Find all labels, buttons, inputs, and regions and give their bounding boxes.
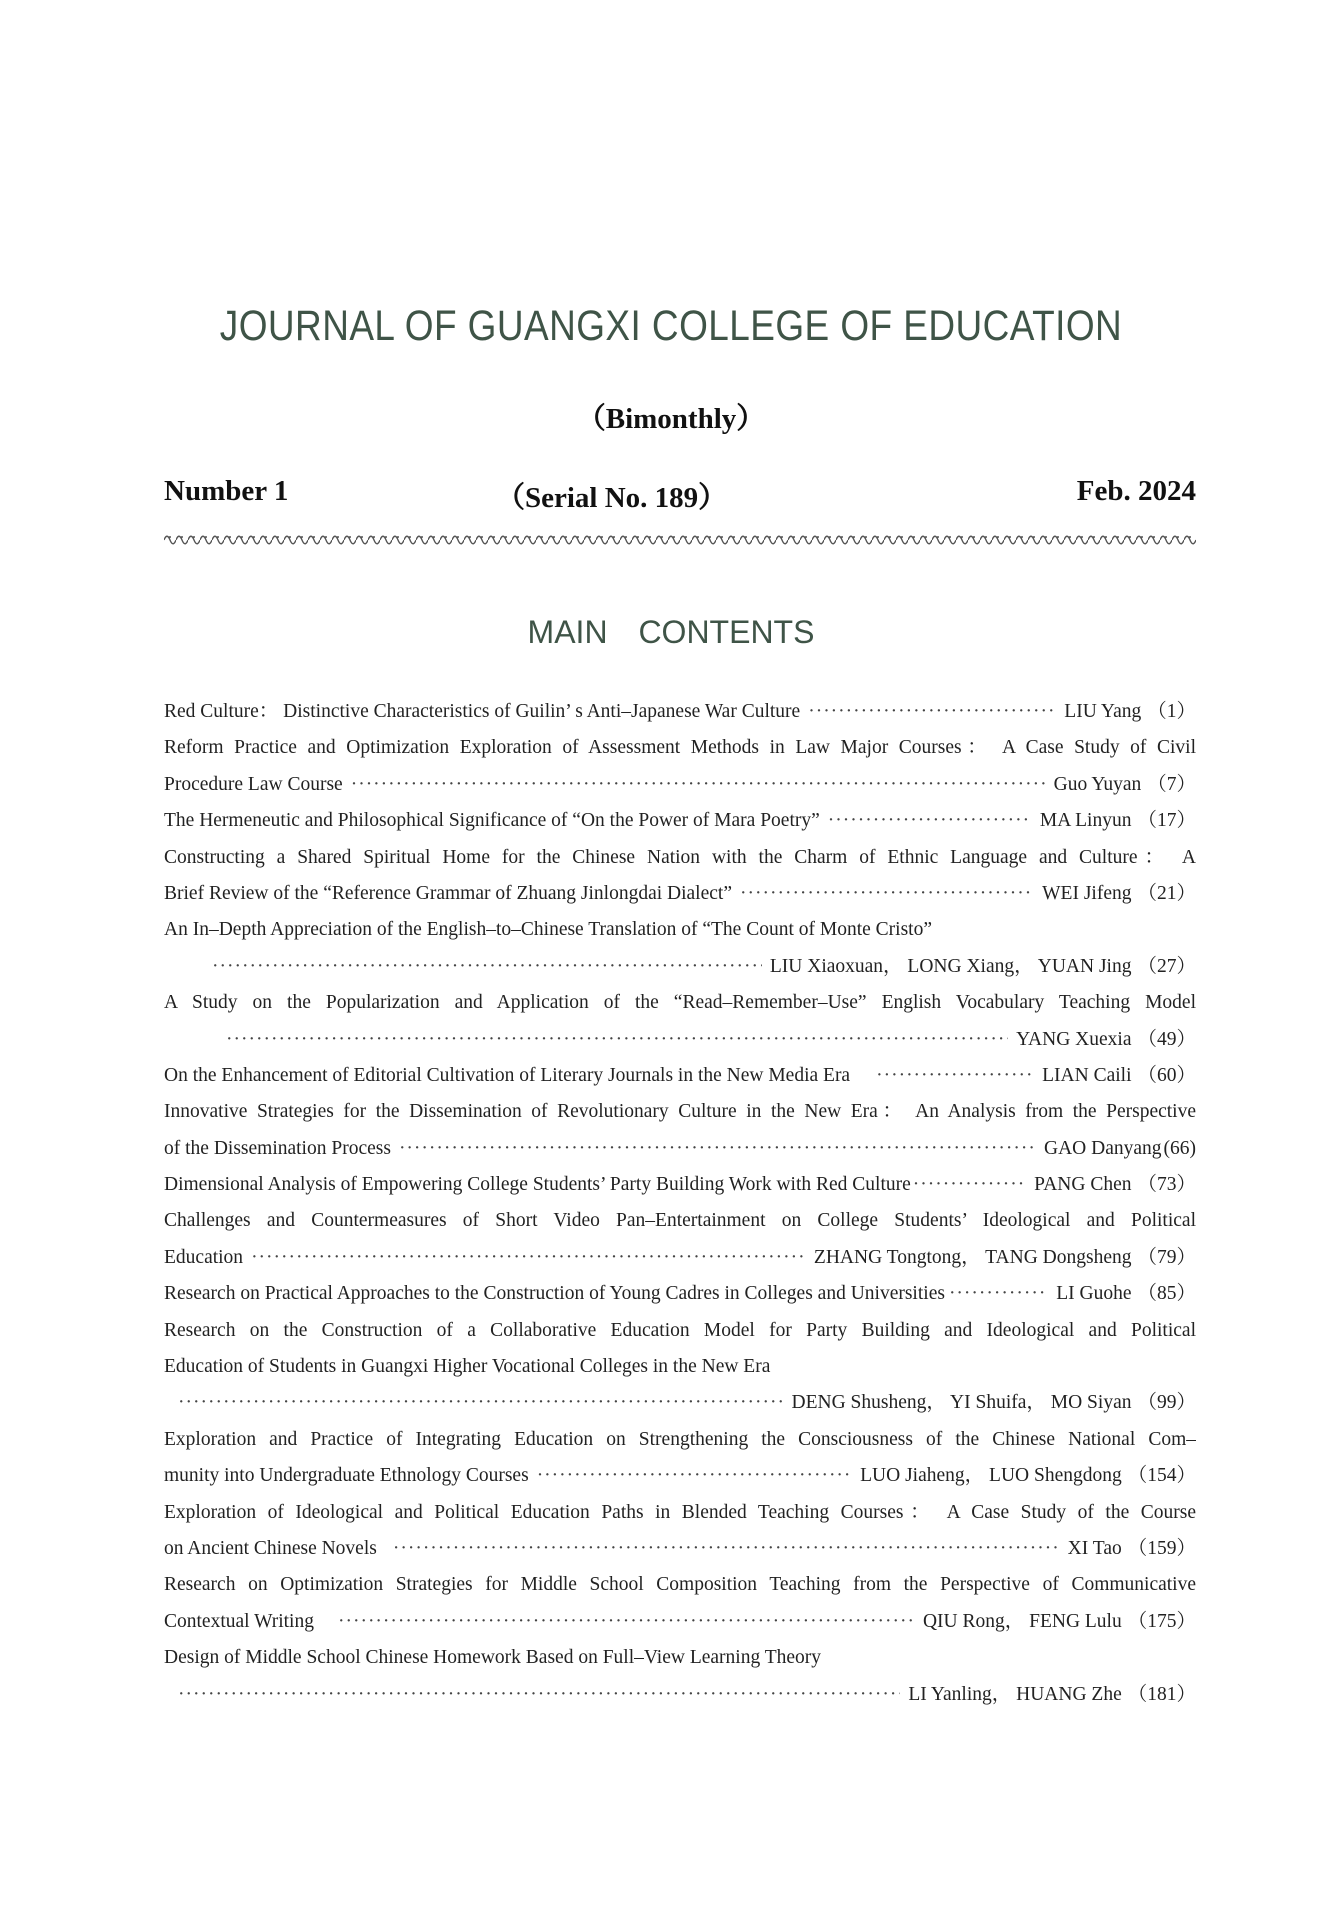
article-title: Constructing a Shared Spiritual Home for the Chinese Nation with the Charm of Ethnic Language and Culture： A (164, 846, 1196, 868)
page-number: （181） (1127, 1683, 1196, 1705)
article-title: Education of Students in Guangxi Higher Vocational Colleges in the New Era (164, 1356, 771, 1378)
article-authors: LIU Xiaoxuan， LONG Xiang， YUAN Jing (769, 955, 1132, 977)
dot-leader (537, 1458, 852, 1494)
article-title: of the Dissemination Process (164, 1137, 391, 1159)
page-number: （17） (1137, 810, 1196, 832)
article-authors: LI Yanling， HUANG Zhe (908, 1683, 1122, 1705)
dot-leader (178, 1677, 900, 1713)
article-authors: QIU Rong， FENG Lulu (922, 1610, 1122, 1632)
toc-entry[interactable] (164, 1604, 1196, 1640)
dot-leader (393, 1531, 1060, 1567)
dot-leader (808, 694, 1056, 730)
dot-leader (338, 1604, 915, 1640)
dot-leader (399, 1131, 1036, 1167)
toc-entry[interactable] (164, 1677, 1196, 1713)
toc-entry[interactable] (164, 1058, 1196, 1094)
toc-entry[interactable] (164, 1276, 1196, 1312)
toc-entry[interactable] (164, 1167, 1196, 1203)
dot-leader (178, 1385, 784, 1421)
article-title: Dimensional Analysis of Empowering College Students’ Party Building Work with Red Culture (164, 1174, 911, 1196)
article-authors: LI Guohe (1056, 1283, 1132, 1305)
page-number: （159） (1127, 1537, 1196, 1559)
article-authors: LIAN Caili (1042, 1064, 1132, 1086)
article-title: Challenges and Countermeasures of Short Video Pan–Entertainment on College Students’ Ideological and Political (164, 1210, 1196, 1232)
article-authors: LUO Jiaheng， LUO Shengdong (860, 1465, 1122, 1487)
article-authors: YANG Xuexia (1016, 1028, 1132, 1050)
toc-entry[interactable] (164, 1458, 1196, 1494)
dot-leader (351, 767, 1046, 803)
toc-entry[interactable] (164, 949, 1196, 985)
toc-entry[interactable] (164, 1531, 1196, 1567)
issue-info-row (164, 475, 1196, 515)
page-number: （1） (1147, 701, 1196, 722)
toc-entry[interactable] (164, 767, 1196, 803)
page-number: （60） (1137, 1064, 1196, 1086)
page-number: （85） (1137, 1283, 1196, 1305)
toc-entry[interactable] (164, 1240, 1196, 1276)
toc-entry[interactable] (164, 1131, 1196, 1167)
article-authors: Guo Yuyan (1053, 773, 1142, 795)
toc-entry[interactable] (164, 803, 1196, 839)
issue-number: Number 1 (164, 475, 289, 507)
article-authors: MA Linyun (1039, 810, 1132, 832)
page-number: （21） (1137, 882, 1196, 904)
article-title: Exploration of Ideological and Political Education Paths in Blended Teaching Courses： A Case Study of the Course (164, 1501, 1196, 1523)
article-title: Contextual Writing (164, 1610, 314, 1632)
toc-entry[interactable] (164, 1022, 1196, 1058)
page-number: (66) (1163, 1137, 1196, 1159)
page-number: （79） (1137, 1246, 1196, 1268)
article-title: Red Culture： Distinctive Characteristics of Guilin’ s Anti–Japanese War Culture (164, 701, 801, 722)
dot-leader (740, 876, 1034, 912)
dot-leader (828, 803, 1032, 839)
article-authors: LIU Yang (1064, 701, 1142, 722)
article-authors: WEI Jifeng (1042, 882, 1132, 904)
article-title: Procedure Law Course (164, 773, 343, 795)
table-of-contents (164, 694, 1196, 1713)
toc-entry[interactable] (164, 694, 1196, 730)
dot-leader (226, 1022, 1008, 1058)
toc-entry[interactable] (164, 1385, 1196, 1421)
article-title: Brief Review of the “Reference Grammar of Zhuang Jinlongdai Dialect” (164, 882, 732, 904)
article-title: A Study on the Popularization and Application of the “Read–Remember–Use” English Vocabulary Teaching Model (164, 992, 1196, 1014)
article-title: Reform Practice and Optimization Exploration of Assessment Methods in Law Major Courses： A Case Study of Civil (164, 737, 1196, 759)
article-title: An In–Depth Appreciation of the English–to–Chinese Translation of “The Count of Monte Cristo” (164, 919, 932, 941)
article-authors: GAO Danyang (1043, 1137, 1162, 1159)
article-authors: XI Tao (1067, 1537, 1122, 1559)
article-title: Research on Optimization Strategies for Middle School Composition Teaching from the Perspective of Communicative (164, 1574, 1196, 1596)
dot-leader (251, 1240, 806, 1276)
article-title: Innovative Strategies for the Dissemination of Revolutionary Culture in the New Era： An Analysis from the Perspective (164, 1101, 1196, 1123)
article-title: on Ancient Chinese Novels (164, 1537, 377, 1559)
article-authors: PANG Chen (1034, 1174, 1132, 1196)
page-number: （175） (1127, 1610, 1196, 1632)
page-number: （27） (1137, 955, 1196, 977)
article-title: Research on Practical Approaches to the Construction of Young Cadres in Colleges and Universities (164, 1283, 945, 1305)
page-number: （7） (1147, 773, 1196, 795)
page-number: （73） (1137, 1174, 1196, 1196)
toc-entry[interactable] (164, 876, 1196, 912)
publication-frequency: （Bimonthly） (576, 403, 766, 435)
article-title: munity into Undergraduate Ethnology Courses (164, 1465, 529, 1487)
article-title: Research on the Construction of a Collaborative Education Model for Party Building and Ideological and Political (164, 1319, 1196, 1341)
page-number: （99） (1137, 1392, 1196, 1414)
article-authors: DENG Shusheng， YI Shuifa， MO Siyan (791, 1392, 1132, 1414)
ornamental-divider (164, 533, 1196, 547)
dot-leader (913, 1167, 1026, 1203)
article-authors: ZHANG Tongtong， TANG Dongsheng (813, 1246, 1132, 1268)
serial-number: （Serial No. 189） (496, 482, 728, 514)
article-title: On the Enhancement of Editorial Cultivation of Literary Journals in the New Media Era (164, 1064, 851, 1086)
main-contents-heading: MAIN CONTENTS (527, 614, 815, 650)
issue-date: Feb. 2024 (1076, 475, 1196, 507)
article-title: The Hermeneutic and Philosophical Significance of “On the Power of Mara Poetry” (164, 810, 820, 832)
dot-leader (212, 949, 762, 985)
dot-leader (949, 1276, 1048, 1312)
journal-title: JOURNAL OF GUANGXI COLLEGE OF EDUCATION (219, 302, 1123, 350)
article-title: Design of Middle School Chinese Homework Based on Full–View Learning Theory (164, 1647, 822, 1669)
article-title: Exploration and Practice of Integrating Education on Strengthening the Consciousness of the Chinese National Com– (164, 1428, 1196, 1450)
article-title: Education (164, 1246, 244, 1268)
dot-leader (876, 1058, 1034, 1094)
page-number: （49） (1137, 1028, 1196, 1050)
page-number: （154） (1127, 1465, 1196, 1487)
